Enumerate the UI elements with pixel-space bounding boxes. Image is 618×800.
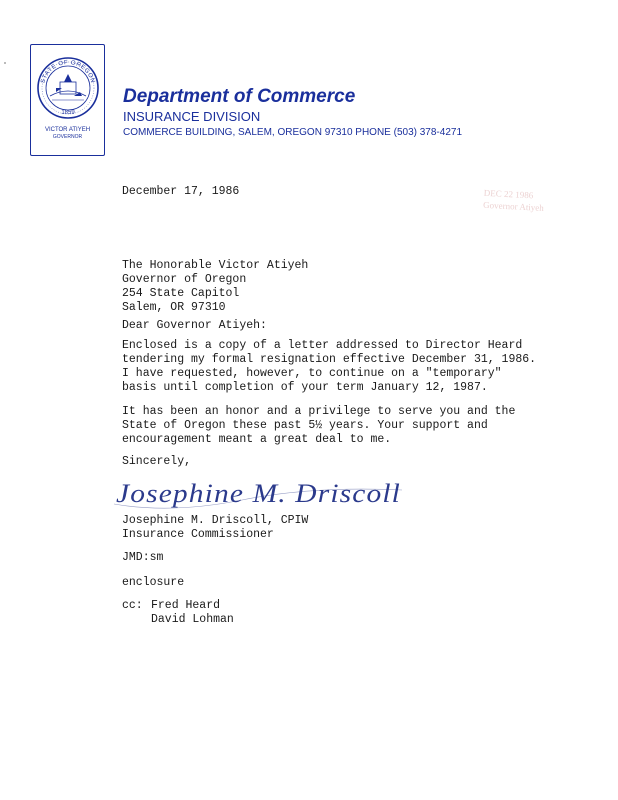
letter-date: December 17, 1986 xyxy=(122,185,240,198)
letterhead-address: COMMERCE BUILDING, SALEM, OREGON 97310 PHONE (503) 378-4271 xyxy=(123,127,463,138)
recipient-line: 254 State Capitol xyxy=(122,287,240,300)
paragraph-line: It has been an honor and a privilege to serve you and the xyxy=(122,405,516,418)
seal-governor-role: GOVERNOR xyxy=(52,134,83,140)
signer-name: Josephine M. Driscoll, CPIW xyxy=(122,514,309,527)
governor-seal-box xyxy=(30,44,105,156)
seal-top-text: STATE OF OREGON xyxy=(40,59,96,85)
closing: Sincerely, xyxy=(122,455,192,468)
stamp-office: Governor Atiyeh xyxy=(482,199,545,213)
paragraph-line: basis until completion of your term January 12, 1987. xyxy=(122,381,488,394)
enclosure-note: enclosure xyxy=(122,576,185,589)
reference-initials: JMD:sm xyxy=(122,551,164,564)
body-paragraph-1 xyxy=(122,339,536,395)
received-stamp xyxy=(482,187,569,231)
salutation: Dear Governor Atiyeh: xyxy=(122,319,267,332)
body-paragraph-2 xyxy=(122,405,515,447)
seal-governor-name: VICTOR ATIYEH xyxy=(44,127,91,133)
paragraph-line: Enclosed is a copy of a letter addressed to Director Heard xyxy=(122,339,523,352)
margin-mark xyxy=(4,62,6,64)
paragraph-line: I have requested, however, to continue on a "temporary" xyxy=(122,367,502,380)
recipient-address xyxy=(122,259,308,315)
stamp-date: DEC 22 1986 xyxy=(483,187,534,201)
signer-title: Insurance Commissioner xyxy=(122,528,274,541)
handwritten-signature xyxy=(112,470,412,520)
recipient-line: The Honorable Victor Atiyeh xyxy=(122,259,309,272)
cc-recipient: David Lohman xyxy=(151,613,234,626)
paragraph-line: encouragement meant a great deal to me. xyxy=(122,433,392,446)
department-name: Department of Commerce xyxy=(123,86,356,107)
paragraph-line: tendering my formal resignation effective December 31, 1986. xyxy=(122,353,537,366)
signature-lettering: Josephine M. Driscoll xyxy=(116,479,401,508)
cc-label: cc: xyxy=(122,599,143,612)
state-seal-icon xyxy=(36,52,100,124)
division-name: INSURANCE DIVISION xyxy=(123,109,261,124)
recipient-line: Governor of Oregon xyxy=(122,273,247,286)
recipient-line: Salem, OR 97310 xyxy=(122,301,226,314)
cc-recipient: Fred Heard xyxy=(151,599,221,612)
paragraph-line: State of Oregon these past 5½ years. Your support and xyxy=(122,419,488,432)
seal-year: 1859 xyxy=(61,110,75,116)
cc-list xyxy=(122,599,234,627)
